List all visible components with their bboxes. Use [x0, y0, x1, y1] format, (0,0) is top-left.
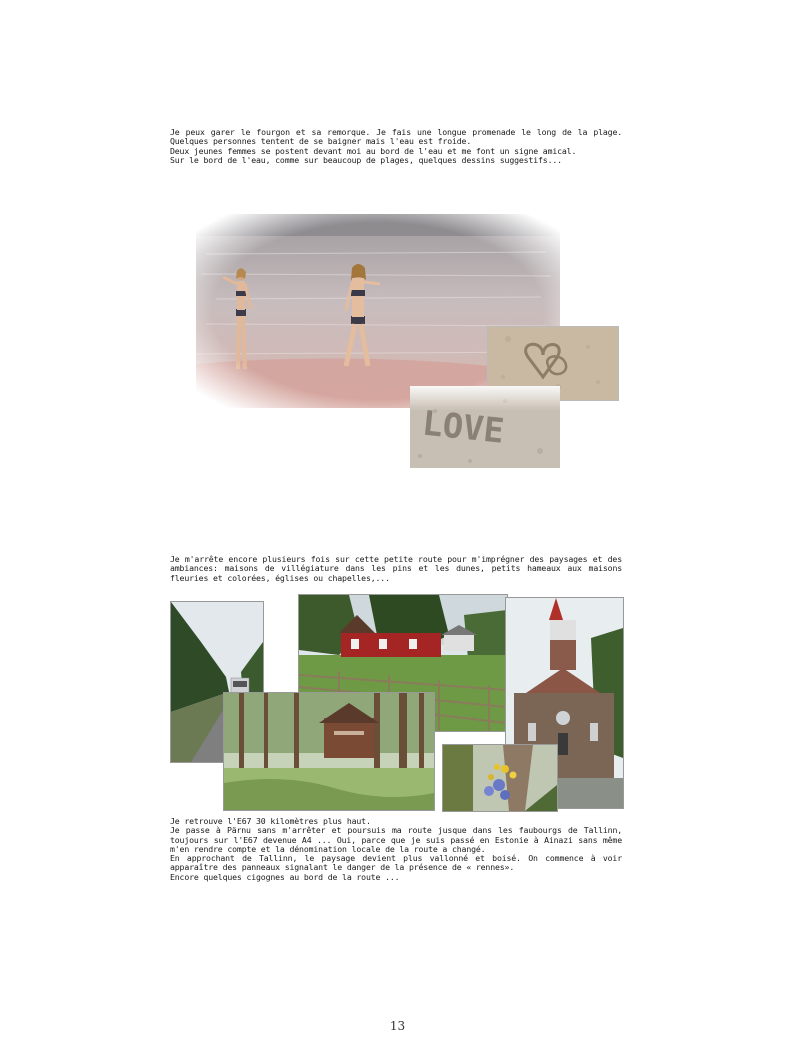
text-line: Je passe à Pärnu sans m'arrêter et poursuis ma route jusque dans les faubourgs de Tallinn, toujours sur l'E67 devenue A4 ... Oui, parce que je suis passé en Estonie à Ainazi sans même m'en rendre compte et la dénomination locale de la route a changé.	[170, 825, 622, 854]
text-line: Deux jeunes femmes se postent devant moi au bord de l'eau et me font un signe amical.	[170, 145, 577, 156]
paragraph-beach	[170, 128, 622, 165]
paragraph-estonia	[170, 817, 622, 882]
love-in-sand-image	[410, 386, 560, 468]
text-line: Je retrouve l'E67 30 kilomètres plus haut.	[170, 816, 371, 826]
text-line: Je peux garer le fourgon et sa remorque. Je fais une longue promenade le long de la plage. Quelques personnes tentent de se baigner mais l'eau est froide.	[170, 127, 622, 147]
flowers-on-tree-image	[442, 744, 558, 812]
text-line: Je m'arrête encore plusieurs fois sur cette petite route pour m'imprégner des paysages et des ambiances: maisons de villégiature dans les pins et les dunes, petits hameaux aux maisons fleuries et colorées, églises ou chapelles,...	[170, 554, 622, 583]
text-line: Sur le bord de l'eau, comme sur beaucoup de plages, quelques dessins suggestifs...	[170, 154, 562, 165]
forest-cabin-image	[223, 692, 435, 811]
text-line: Encore quelques cigognes au bord de la route ...	[170, 871, 400, 882]
paragraph-route	[170, 555, 622, 583]
text-line: En approchant de Tallinn, le paysage devient plus vallonné et boisé. On commence à voir apparaître des panneaux signalant le danger de la présence de « rennes».	[170, 853, 622, 873]
page-number: 13	[389, 1019, 406, 1033]
